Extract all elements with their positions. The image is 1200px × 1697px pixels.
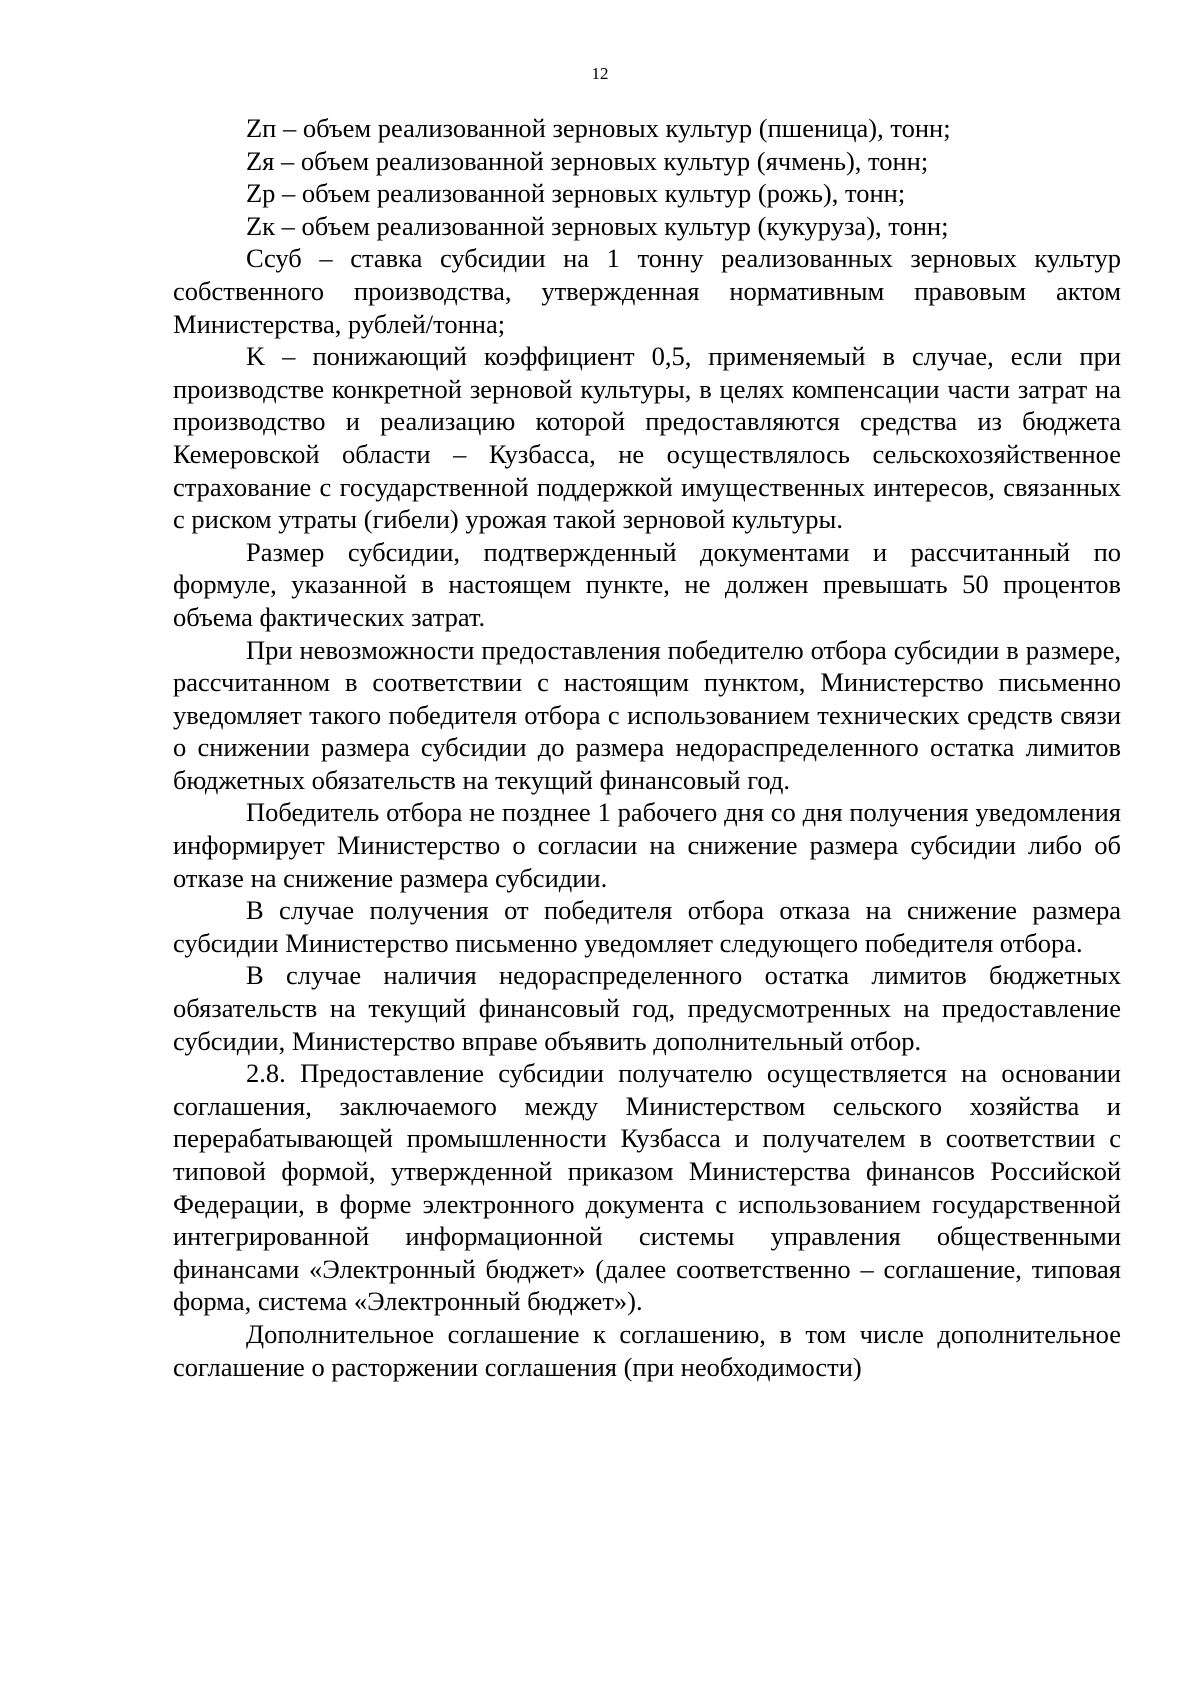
paragraph-additional-agreement: Дополнительное соглашение к соглашению, в том числе дополнительное соглашение о расторжении соглашения (при необходимости)	[173, 1318, 1121, 1382]
paragraph-zp-definition: Zп – объем реализованной зерновых культур (пшеница), тонн;	[246, 113, 951, 143]
paragraph-zk-definition: Zк – объем реализованной зерновых культур (кукуруза), тонн;	[246, 210, 949, 241]
paragraph-zya-definition: Zя – объем реализованной зерновых культур (ячмень), тонн;	[246, 145, 929, 176]
document-body	[173, 112, 1121, 1383]
page-number: 12	[591, 64, 609, 83]
paragraph-additional-selection: В случае наличия недораспределенного остатка лимитов бюджетных обязательств на текущий финансовый год, предусмотренных на предоставление субсидии, Министерство вправе объявить дополнительный отбор.	[173, 960, 1121, 1056]
paragraph-ssub-definition: Ссуб – ставка субсидии на 1 тонну реализованных зерновых культур собственного производства, утвержденная нормативным правовым актом Министерства, рублей/тонна;	[173, 243, 1121, 339]
paragraph-subsidy-reduction-notice: При невозможности предоставления победителю отбора субсидии в размере, рассчитанном в соответствии с настоящим пунктом, Министерство письменно уведомляет такого победителя отбора с использованием технических средств связи о снижении размера субсидии до размера недораспределенного остатка лимитов бюджетных обязательств на текущий финансовый год.	[173, 634, 1121, 795]
paragraph-zr-definition: Zр – объем реализованной зерновых культур (рожь), тонн;	[246, 178, 906, 209]
paragraph-refusal-case: В случае получения от победителя отбора отказа на снижение размера субсидии Министерство письменно уведомляет следующего победителя отбора.	[173, 895, 1121, 958]
paragraph-section-2-8: 2.8. Предоставление субсидии получателю осуществляется на основании соглашения, заключаемого между Министерством сельского хозяйства и перерабатывающей промышленности Кузбасса и получателем в соответствии с типовой формой, утвержденной приказом Министерства финансов Российской Федерации, в форме электронного документа с использованием государственной интегрированной информационной системы управления общественными финансами «Электронный бюджет» (далее соответственно – соглашение, типовая форма, система «Электронный бюджет»).	[173, 1058, 1121, 1317]
paragraph-winner-response: Победитель отбора не позднее 1 рабочего дня со дня получения уведомления информирует Министерство о согласии на снижение размера субсидии либо об отказе на снижение размера субсидии.	[173, 797, 1121, 893]
paragraph-subsidy-limit: Размер субсидии, подтвержденный документами и рассчитанный по формуле, указанной в настоящем пункте, не должен превышать 50 процентов объема фактических затрат.	[173, 536, 1121, 632]
paragraph-k-definition: K – понижающий коэффициент 0,5, применяемый в случае, если при производстве конкретной зерновой культуры, в целях компенсации части затрат на производство и реализацию которой предоставляются средства из бюджета Кемеровской области – Кузбасса, не осуществлялось сельскохозяйственное страхование с государственной поддержкой имущественных интересов, связанных с риском утраты (гибели) урожая такой зерновой культуры.	[173, 341, 1121, 535]
